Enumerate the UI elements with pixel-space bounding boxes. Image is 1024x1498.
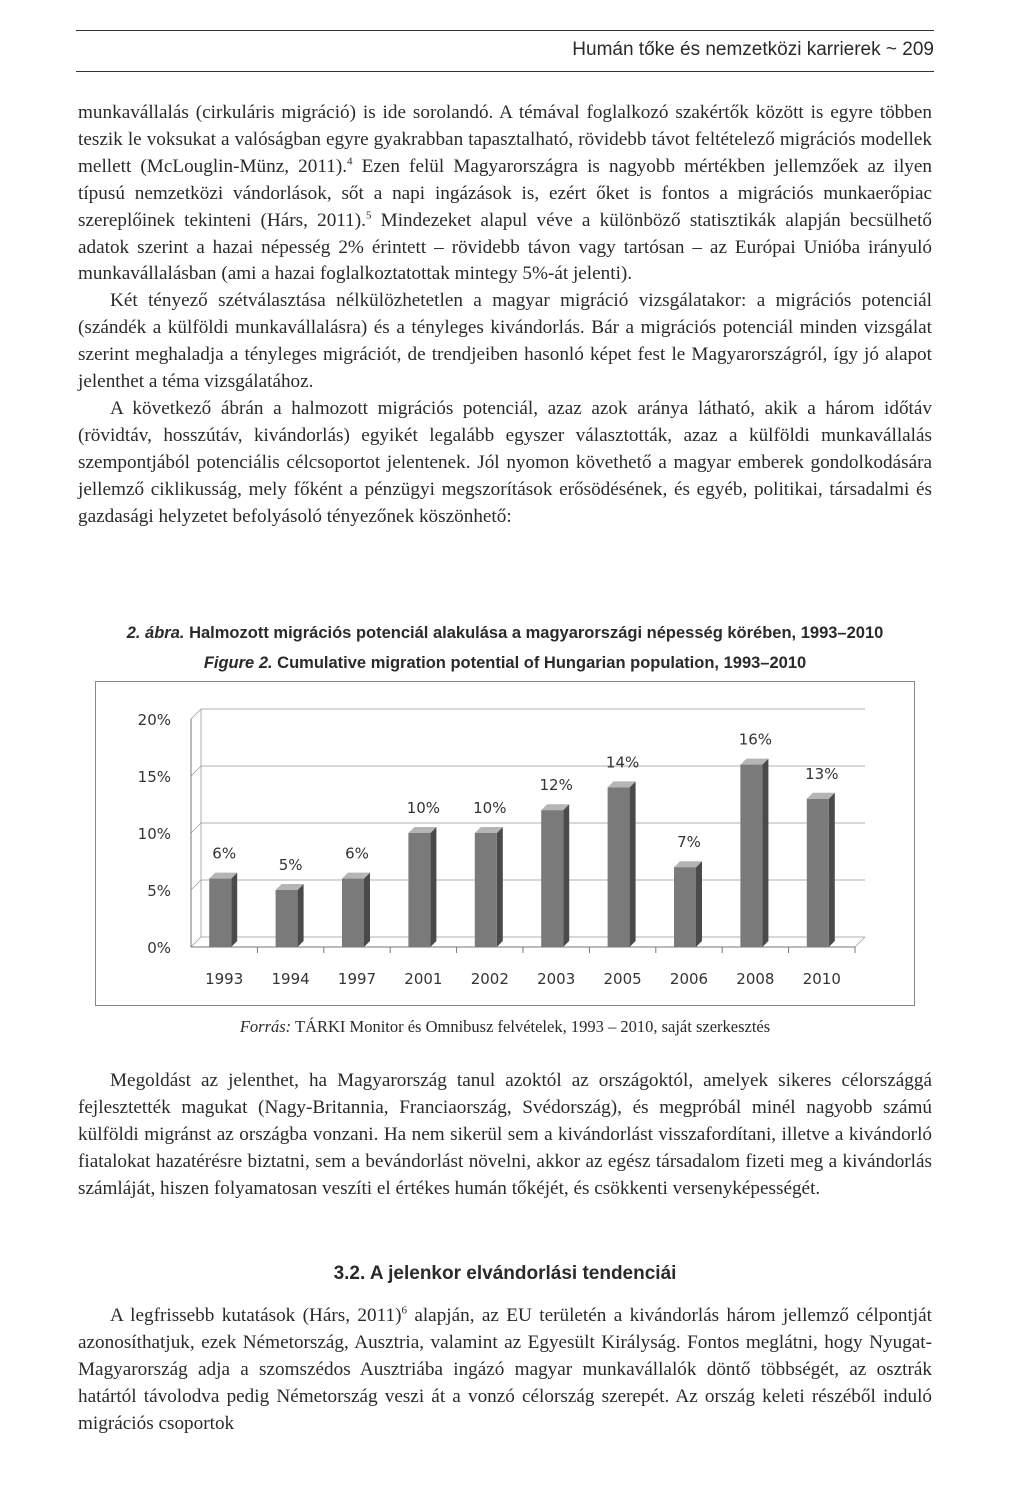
x-tick-label: 2005 <box>603 970 642 988</box>
data-label: 13% <box>805 764 839 783</box>
data-label: 7% <box>677 833 701 852</box>
x-tick-label: 2010 <box>802 970 841 988</box>
figure-caption-hu <box>78 624 932 643</box>
data-label: 5% <box>278 856 303 874</box>
bar <box>408 833 430 947</box>
gridline-side <box>191 823 201 833</box>
y-tick-label: 15% <box>137 768 171 786</box>
data-label: 16% <box>738 730 773 749</box>
bar <box>674 867 696 947</box>
x-tick-label: 2001 <box>404 970 443 988</box>
x-tick-label: 2003 <box>537 970 576 988</box>
bar-side <box>231 873 237 947</box>
x-tick-label: 1997 <box>337 970 377 988</box>
bar <box>475 833 497 947</box>
running-header <box>76 30 934 72</box>
bar-side <box>630 781 636 947</box>
figure-title-hu: Halmozott migrációs potenciál alakulása a magyarországi népesség körében, 1993–2010 <box>189 624 884 642</box>
header-separator: ~ <box>885 39 898 60</box>
footnote-ref[interactable]: 6 <box>401 1304 407 1317</box>
page-number: 209 <box>902 39 934 60</box>
text-block-middle <box>78 1068 932 1203</box>
paragraph-5: A legfrissebb kutatások (Hárs, 2011)$^6$ alapján, az EU területén a kivándorlás három jellemző célpontját azonosíthatjuk, ezek Németország, Ausztria, valamint az Egyesült Királyság. Fontos meglátni, hogy Nyugat-Magyarország adja a szomszédos Ausztriába ingázó magyar munkavállalók döntő többségét, az osztrák határtól távolodva pedig Németország veszi át a vonzó célország szerepét. Az ország keleti részéből induló migrációs csoportok <box>78 1304 932 1434</box>
paragraph-1: munkavállalás (cirkuláris migráció) is ide sorolandó. A témával foglalkozó szakértők között is egyre többen teszik le voksukat a valóságban egyre gyakrabban tapasztalható, rövidebb távot feltételező migrációs modellek mellett (McLouglin-Münz, 2011).$^4$ Ezen felül Magyarországra is nagyobb mértékben jellemzőek az ilyen típusú nemzetközi vándorlások, sőt a napi ingázások is, ezért őket is fontos a migrációs munkaerőpiac szereplőinek tekinteni (Hárs, 2011).$^5$ Mindezeket alapul véve a különböző statisztikák alapján becsülhető adatok szerint a hazai népesség 2% érintett – rövidebb távon vagy tartósan – az Európai Unióba irányuló munkavállalásban (ami a hazai foglalkoztatottak mintegy 5%-át jelenti). <box>78 102 932 285</box>
y-tick-label: 20% <box>137 711 171 729</box>
bar <box>541 810 563 947</box>
gridline-side <box>191 709 201 719</box>
data-label: 6% <box>212 844 237 863</box>
bar-side <box>364 873 370 947</box>
y-tick-label: 0% <box>147 939 171 957</box>
bar <box>209 879 231 947</box>
figure-label-en: Figure 2. <box>203 654 273 672</box>
bar-chart <box>95 681 915 1006</box>
x-tick-label: 1994 <box>271 970 310 988</box>
figure-label-hu: 2. ábra. <box>126 624 185 642</box>
floor-edge <box>855 937 865 947</box>
paragraph-4: Megoldást az jelenthet, ha Magyarország tanul azoktól az országoktól, amelyek sikeres célországgá fejlesztették magukat (Nagy-Britannia, Franciaország, Svédország), és megpróbál minél nagyobb számú külföldi migránst az országba vonzani. Ha nem sikerül sem a kivándorlást visszafordítani, illetve a kivándorló fiatalokat hazatérésre biztatni, sem a bevándorlást növelni, akkor az egész társadalom fizeti meg a kivándorlás számláját, hiszen folyamatosan veszíti el értékes humán tőkéjét, és csökkenti versenyképességét. <box>78 1070 932 1199</box>
figure-caption-en <box>78 654 932 673</box>
gridline-side <box>191 880 201 890</box>
source-text: TÁRKI Monitor és Omnibusz felvételek, 1993 – 2010, saját szerkesztés <box>294 1017 771 1036</box>
bar <box>342 879 364 947</box>
data-label: 10% <box>473 799 507 817</box>
bar-side <box>497 827 503 947</box>
figure-title-en: Cumulative migration potential of Hungarian population, 1993–2010 <box>277 654 807 672</box>
text-block-bottom <box>78 1303 932 1438</box>
y-tick-label: 10% <box>137 825 171 843</box>
y-tick-label: 5% <box>147 882 171 900</box>
text-block-top <box>78 100 932 531</box>
bar-side <box>298 884 304 947</box>
data-label: 12% <box>539 776 573 795</box>
gridline-side <box>191 937 201 947</box>
bar <box>740 765 762 947</box>
x-tick-label: 2006 <box>669 970 709 988</box>
data-label: 6% <box>345 844 369 863</box>
x-tick-label: 2008 <box>736 970 775 988</box>
data-label: 14% <box>605 753 640 772</box>
bar <box>807 799 829 947</box>
x-tick-label: 1993 <box>205 970 244 988</box>
bar <box>608 787 630 947</box>
figure-source <box>78 1017 932 1037</box>
paragraph-3: A következő ábrán a halmozott migrációs potenciál, azaz azok aránya látható, akik a három időtáv (rövidtáv, hosszútáv, kivándorlás) egyikét legalább egyszer választották, azaz a külföldi munkavállalás szempontjából potenciális célcsoportot jelentenek. Jól nyomon követhető a magyar emberek gondolkodására jellemző ciklikusság, mely főként a pénzügyi megszorítások erősödésének, és egyéb, politikai, társadalmi és gazdasági helyzetet befolyásoló tényezőnek köszönhető: <box>78 397 932 527</box>
data-label: 10% <box>406 799 441 817</box>
gridline-side <box>191 766 201 776</box>
source-label: Forrás: <box>239 1017 292 1036</box>
bar <box>276 890 298 947</box>
bar-side <box>430 827 436 947</box>
bar-side <box>696 861 702 947</box>
footnote-ref[interactable]: 4 <box>347 155 353 168</box>
section-heading: 3.2. A jelenkor elvándorlási tendenciái <box>333 1263 677 1284</box>
bar-side <box>829 793 835 947</box>
bar-side <box>563 804 569 947</box>
paragraph-2: Két tényező szétválasztása nélkülözhetetlen a magyar migráció vizsgálatakor: a migrációs potenciál (szándék a külföldi munkavállalásra) és a tényleges kivándorlás. Bár a migrációs potenciál minden vizsgálat szerint meghaladja a tényleges migrációt, de trendjeiben hasonló képet fest le Magyarországról, így jó alapot jelenthet a téma vizsgálatához. <box>78 290 932 393</box>
running-title: Humán tőke és nemzetközi karrierek <box>572 39 881 60</box>
x-tick-label: 2002 <box>470 970 509 988</box>
footnote-ref[interactable]: 5 <box>365 209 372 222</box>
bar-side <box>762 759 768 947</box>
